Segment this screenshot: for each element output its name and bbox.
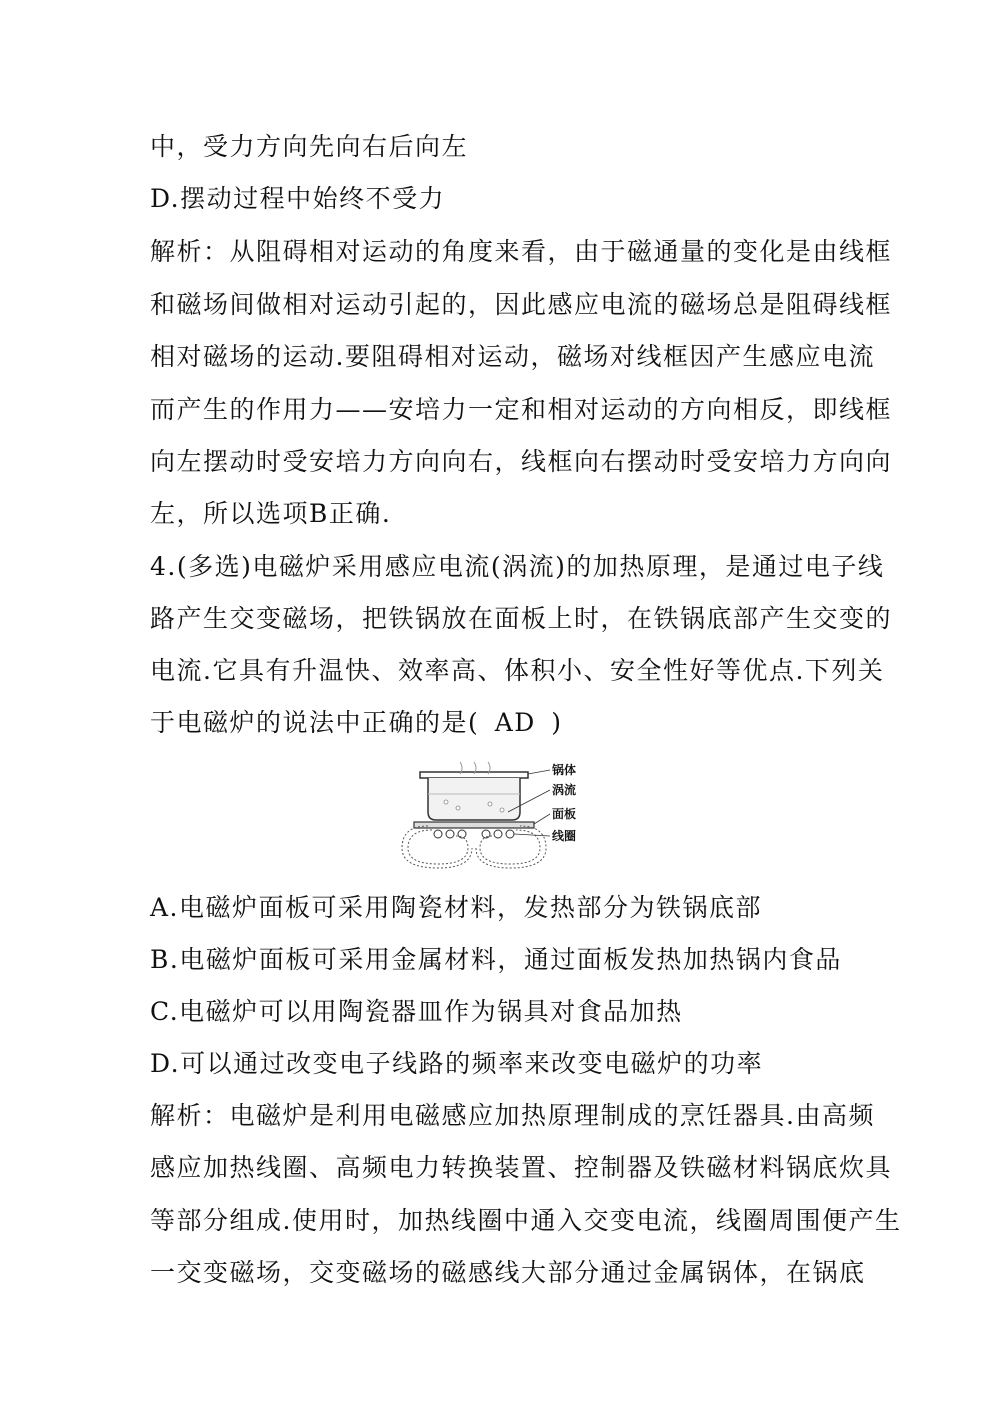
analysis-line: 解析：从阻碍相对运动的角度来看，由于磁通量的变化是由线框 <box>150 237 893 266</box>
analysis-line: 相对磁场的运动.要阻碍相对运动，磁场对线框因产生感应电流 <box>150 342 875 371</box>
question-prefix: 于电磁炉的说法中正确的是( <box>150 708 480 737</box>
analysis-line: 解析：电磁炉是利用电磁感应加热原理制成的烹饪器具.由高频 <box>150 1101 875 1130</box>
coil-drawing <box>434 830 514 838</box>
label-eddy-current: 涡流 <box>552 783 577 797</box>
label-coil: 线圈 <box>552 829 577 843</box>
label-panel: 面板 <box>552 807 577 821</box>
question-line: 电流.它具有升温快、效率高、体积小、安全性好等优点.下列关 <box>150 656 885 685</box>
question-suffix: ) <box>551 708 563 737</box>
panel-drawing <box>414 822 534 828</box>
analysis-line: 而产生的作用力——安培力一定和相对运动的方向相反，即线框 <box>150 395 893 424</box>
text-line: 中，受力方向先向右后向左 <box>150 132 469 161</box>
pot-drawing <box>420 762 528 820</box>
induction-cooker-figure <box>398 760 598 870</box>
question-line: 路产生交变磁场，把铁锅放在面板上时，在铁锅底部产生交变的 <box>150 604 893 633</box>
question-stem-last <box>150 708 563 738</box>
analysis-line: 一交变磁场，交变磁场的磁感线大部分通过金属锅体，在锅底 <box>150 1258 866 1287</box>
magnetic-field-lines <box>402 826 546 868</box>
analysis-line: 向左摆动时受安培力方向向右，线框向右摆动时受安培力方向向 <box>150 447 893 476</box>
analysis-line: 和磁场间做相对运动引起的，因此感应电流的磁场总是阻碍线框 <box>150 290 893 319</box>
answer-text: AD <box>494 708 536 737</box>
question-line: 4.(多选)电磁炉采用感应电流(涡流)的加热原理，是通过电子线 <box>150 552 885 581</box>
option-c: C.电磁炉可以用陶瓷器皿作为锅具对食品加热 <box>150 997 683 1026</box>
analysis-line: 等部分组成.使用时，加热线圈中通入交变电流，线圈周围便产生 <box>150 1206 902 1235</box>
option-b: B.电磁炉面板可采用金属材料，通过面板发热加热锅内食品 <box>150 945 842 974</box>
option-a: A.电磁炉面板可采用陶瓷材料，发热部分为铁锅底部 <box>150 893 763 922</box>
analysis-line: 感应加热线圈、高频电力转换装置、控制器及铁磁材料锅底炊具 <box>150 1153 893 1182</box>
analysis-line: 左，所以选项B正确. <box>150 499 392 528</box>
option-d-prev: D.摆动过程中始终不受力 <box>150 184 446 213</box>
option-d: D.可以通过改变电子线路的频率来改变电磁炉的功率 <box>150 1049 764 1078</box>
label-pot: 锅体 <box>552 763 577 777</box>
